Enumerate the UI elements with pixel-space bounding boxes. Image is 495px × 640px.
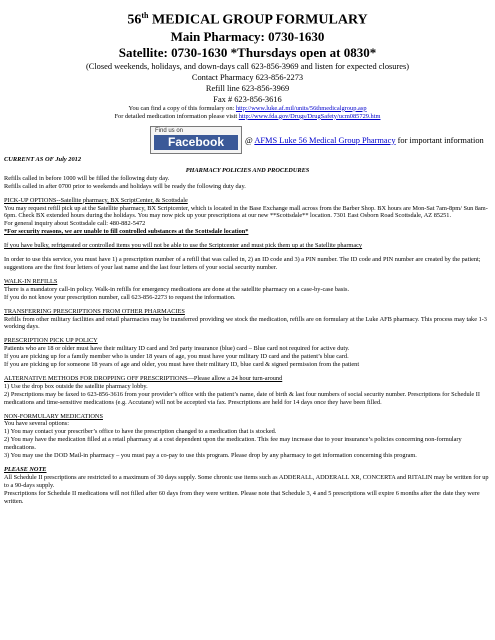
pickup-policy-heading: PRESCRIPTION PICK UP POLICY — [4, 337, 98, 345]
nonformulary-option-1: 1) You may contact your prescriber’s office to have the prescription changed to a medication that is stocked. — [4, 428, 277, 436]
facebook-text: @ AFMS Luke 56 Medical Group Pharmacy for important information — [245, 135, 484, 145]
nonformulary-heading: NON-FORMULARY MEDICATIONS — [4, 412, 103, 420]
policies-title: PHARMACY POLICIES AND PROCEDURES — [185, 166, 310, 174]
alternative-line-1: 1) Use the drop box outside the satellite pharmacy lobby. — [4, 382, 148, 390]
walkin-line-1: There is a mandatory call-in policy. Walk-in refills for emergency medications are done at the satellite pharmacy on a case-by-case basis. — [4, 285, 350, 293]
formulary-copy-line: You can find a copy of this formulary on: http://www.luke.af.mil/units/56thmedicalgroup.asp — [128, 104, 367, 112]
pickup-text: You may request refill pick up at the Satellite pharmacy, BX Scriptcenter, which is located in the Base Exchange mall across from the Barber Shop. BX hours are Mon-Sat 7am-8pm/ Sun 8am-6pm. Check BX extended hours during the holidays. You may now pick up your prescriptions at our new **Scottsdale** location. 7301 East Osborn Road Scottsdale, AZ 85251. — [4, 204, 488, 220]
security-notice: *For security reasons, we are unable to fill controlled substances at the Scottsdale location* — [4, 228, 249, 236]
service-requirements: In order to use this service, you must have 1) a prescription number of a refill that was called in, 2) an ID code and 3) a PIN number. The ID code and PIN number are created by the patient; suggestions are the first four letters of your last name and the last four letters of your social security number. — [4, 256, 481, 271]
find-us-label: Find us on — [155, 128, 184, 134]
closed-note: (Closed weekends, holidays, and down-days call 623-856-3969 and listen for expected closures) — [85, 61, 410, 71]
current-as-of: CURRENT AS OF July 2012 — [4, 156, 82, 163]
bulky-items-notice: If you have bulky, refrigerated or controlled items you will not be able to use the Scriptcenter and must pick them up at the Satellite pharmacy — [4, 242, 363, 250]
fda-link[interactable]: http://www.fda.gov/Drugs/DrugSafety/ucm085729.htm — [238, 112, 381, 120]
policies-body — [4, 156, 491, 506]
fda-info-line: For detailed medication information please visit http://www.fda.gov/Drugs/DrugSafety/ucm085729.htm — [114, 112, 381, 120]
transfer-text: Refills from other military facilities and retail pharmacies may be transferred providing we stock the medication, refills are on formulary at the Luke AFB pharmacy. This process may take 1-3 working days. — [4, 315, 487, 331]
contact-phone: Contact Pharmacy 623-856-2273 — [191, 72, 304, 82]
note-line-2: Prescriptions for Schedule II medications will not filled after 60 days from they were written. Please note that Schedule 3, 4 and 5 prescriptions will expire 6 months after the date they were written. — [4, 489, 480, 505]
nonformulary-intro: You have several options: — [4, 420, 69, 428]
please-note-heading: PLEASE NOTE — [4, 466, 47, 473]
document-header — [0, 8, 495, 121]
scottsdale-inquiry: For general inquiry about Scottsdale call: 480-882-5472 — [4, 220, 146, 228]
document-title: 56th MEDICAL GROUP FORMULARY — [127, 11, 368, 28]
walkin-line-2: If you do not know your prescription number, call 623-856-2273 to request the information. — [4, 293, 236, 301]
fax-number: Fax # 623-856-3616 — [213, 94, 282, 104]
main-pharmacy-hours: Main Pharmacy: 0730-1630 — [170, 28, 325, 44]
pickup-policy-line-1: Patients who are 18 or older must have their military ID card and 3rd party insurance (blue) card – Blue card not required for active duty. — [4, 345, 350, 353]
formulary-link[interactable]: http://www.luke.af.mil/units/56thmedicalgroup.asp — [235, 104, 367, 112]
refills-line-1: Refills called in before 1000 will be filled the following duty day. — [4, 174, 170, 182]
alternative-heading: ALTERNATIVE METHODS FOR DROPPING OFF PRESCRIPTIONS—Please allow a 24 hour turn-around — [4, 374, 283, 382]
pickup-policy-line-2: If you are picking up for a family member who is under 18 years of age, you must have your military ID card and the patient’s blue card. — [4, 353, 349, 361]
satellite-hours: Satellite: 0730-1630 *Thursdays open at 0830* — [118, 44, 377, 60]
refill-line: Refill line 623-856-3969 — [205, 83, 290, 93]
facebook-wordmark: Facebook — [154, 135, 238, 150]
pickup-heading: PICK-UP OPTIONS--Satellite pharmacy, BX ScriptCenter, & Scottsdale — [4, 196, 188, 204]
refills-line-2: Refills called in after 0700 prior to weekends and holidays will be ready the following duty day. — [4, 182, 246, 190]
pickup-policy-line-3: If you are picking up for someone 18 years of age and older, you must have their military ID, blue card & signed permission from the patient — [4, 361, 360, 369]
transfer-heading: TRANSFERRING PRESCRIPTIONS FROM OTHER PHARMACIES — [4, 307, 185, 315]
facebook-page-link[interactable]: AFMS Luke 56 Medical Group Pharmacy — [254, 135, 396, 145]
alternative-line-2: 2) Prescriptions may be faxed to 623-856-3616 from your provider’s office with the patient’s name, date of birth & last four numbers of social security number. Prescriptions for Schedule II medications and time-sensitive medications (e.g. Accutane) will not be accepted via fax. Prescriptions are held for 14 days once they have been filled. — [4, 390, 480, 406]
note-line-1: All Schedule II prescriptions are restricted to a maximum of 30 days supply. Some chronic use items such as ADDERALL, ADDERALL XR, CONCERTA and RITALIN may be written for up to a 90-days supply. — [4, 473, 489, 489]
nonformulary-option-3: 3) You may use the DOD Mail-in pharmacy – you must pay a co-pay to use this program. Please drop by any pharmacy to get information concerning this program. — [4, 452, 417, 460]
nonformulary-option-2: 2) You may have the medication filled at a retail pharmacy at a cost dependent upon the medication. This fee may increase due to your insurance’s policies concerning non-formulary medications. — [4, 436, 462, 452]
walkin-heading: WALK-IN REFILLS — [4, 277, 58, 285]
facebook-badge-icon[interactable] — [150, 126, 242, 154]
facebook-row — [150, 126, 484, 154]
